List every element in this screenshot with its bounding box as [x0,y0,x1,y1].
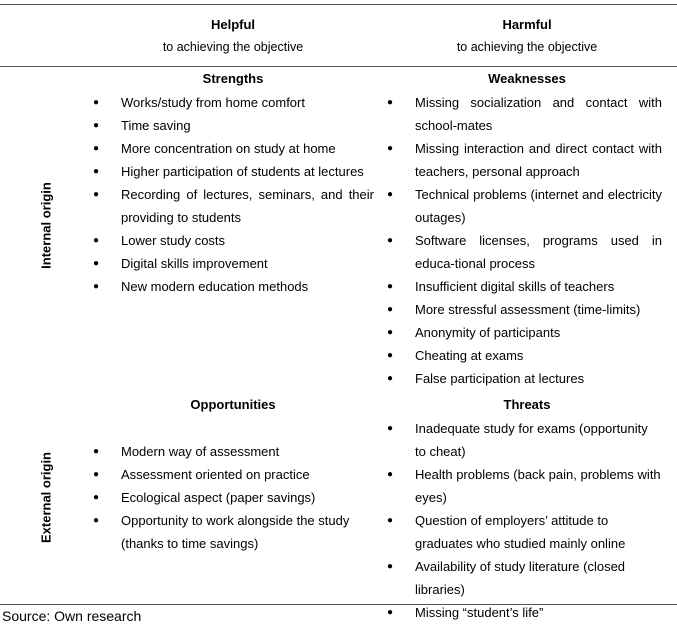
list-item: ● Anonymity of participants [386,321,662,344]
bullet-icon: ● [386,561,394,572]
opportunities-title: Opportunities [190,397,276,412]
bullet-icon: ● [386,327,394,338]
list-item: ● Ecological aspect (paper savings) [92,486,374,509]
bullet-icon: ● [386,281,394,292]
list-item: ● Missing “student’s life” [386,601,662,624]
bullet-icon: ● [386,189,394,200]
list-item: ● Availability of study literature (closed libraries) [386,555,662,601]
bullet-icon: ● [386,607,394,618]
bullet-icon: ● [92,469,100,480]
list-item: ● Modern way of assessment [92,440,374,463]
opportunities-list [92,440,374,555]
list-item: ● Missing interaction and direct contact with teachers, personal approach [386,137,662,183]
strengths-list [92,91,374,298]
threats-list [386,417,662,624]
list-item: ● Software licenses, programs used in educa-tional process [386,229,662,275]
bullet-icon: ● [92,492,100,503]
bullet-icon: ● [386,143,394,154]
bullet-icon: ● [92,143,100,154]
list-item: ● Insufficient digital skills of teachers [386,275,662,298]
bullet-icon: ● [386,373,394,384]
bullet-icon: ● [386,97,394,108]
bullet-icon: ● [386,515,394,526]
list-item: ● Assessment oriented on practice [92,463,374,486]
bullet-icon: ● [92,515,100,526]
list-item: ● Digital skills improvement [92,252,374,275]
harmful-subheader: to achieving the objective [456,40,598,54]
helpful-header: Helpful [210,17,256,32]
list-item: ● New modern education methods [92,275,374,298]
list-item: ● Time saving [92,114,374,137]
bullet-icon: ● [386,235,394,246]
bullet-icon: ● [386,304,394,315]
list-item: ● More stressful assessment (time-limits) [386,298,662,321]
list-item: ● Missing socialization and contact with school-mates [386,91,662,137]
bullet-icon: ● [92,281,100,292]
internal-origin-label: Internal origin [38,182,54,269]
bullet-icon: ● [386,350,394,361]
list-item: ● Recording of lectures, seminars, and their providing to students [92,183,374,229]
list-item: ● False participation at lectures [386,367,662,390]
bullet-icon: ● [92,97,100,108]
bullet-icon: ● [92,235,100,246]
weaknesses-title: Weaknesses [488,71,566,86]
header-rule [0,66,677,67]
bullet-icon: ● [92,120,100,131]
list-item: ● Technical problems (internet and electricity outages) [386,183,662,229]
list-item: ● Works/study from home comfort [92,91,374,114]
threats-title: Threats [503,397,551,412]
source-note: Source: Own research [2,608,142,624]
bullet-icon: ● [386,423,394,434]
bullet-icon: ● [92,166,100,177]
list-item: ● Higher participation of students at lectures [92,160,374,183]
bullet-icon: ● [386,469,394,480]
bullet-icon: ● [92,258,100,269]
list-item: ● Lower study costs [92,229,374,252]
list-item: ● Opportunity to work alongside the study (thanks to time savings) [92,509,374,555]
helpful-subheader: to achieving the objective [162,40,304,54]
top-rule [0,4,677,5]
list-item: ● Cheating at exams [386,344,662,367]
weaknesses-list [386,91,662,390]
list-item: ● Health problems (back pain, problems with eyes) [386,463,662,509]
strengths-title: Strengths [202,71,264,86]
list-item: ● Question of employers’ attitude to graduates who studied mainly online [386,509,662,555]
list-item: ● Inadequate study for exams (opportunity to cheat) [386,417,662,463]
external-origin-label: External origin [38,451,54,544]
harmful-header: Harmful [502,17,552,32]
list-item: ● More concentration on study at home [92,137,374,160]
bullet-icon: ● [92,446,100,457]
bullet-icon: ● [92,189,100,200]
